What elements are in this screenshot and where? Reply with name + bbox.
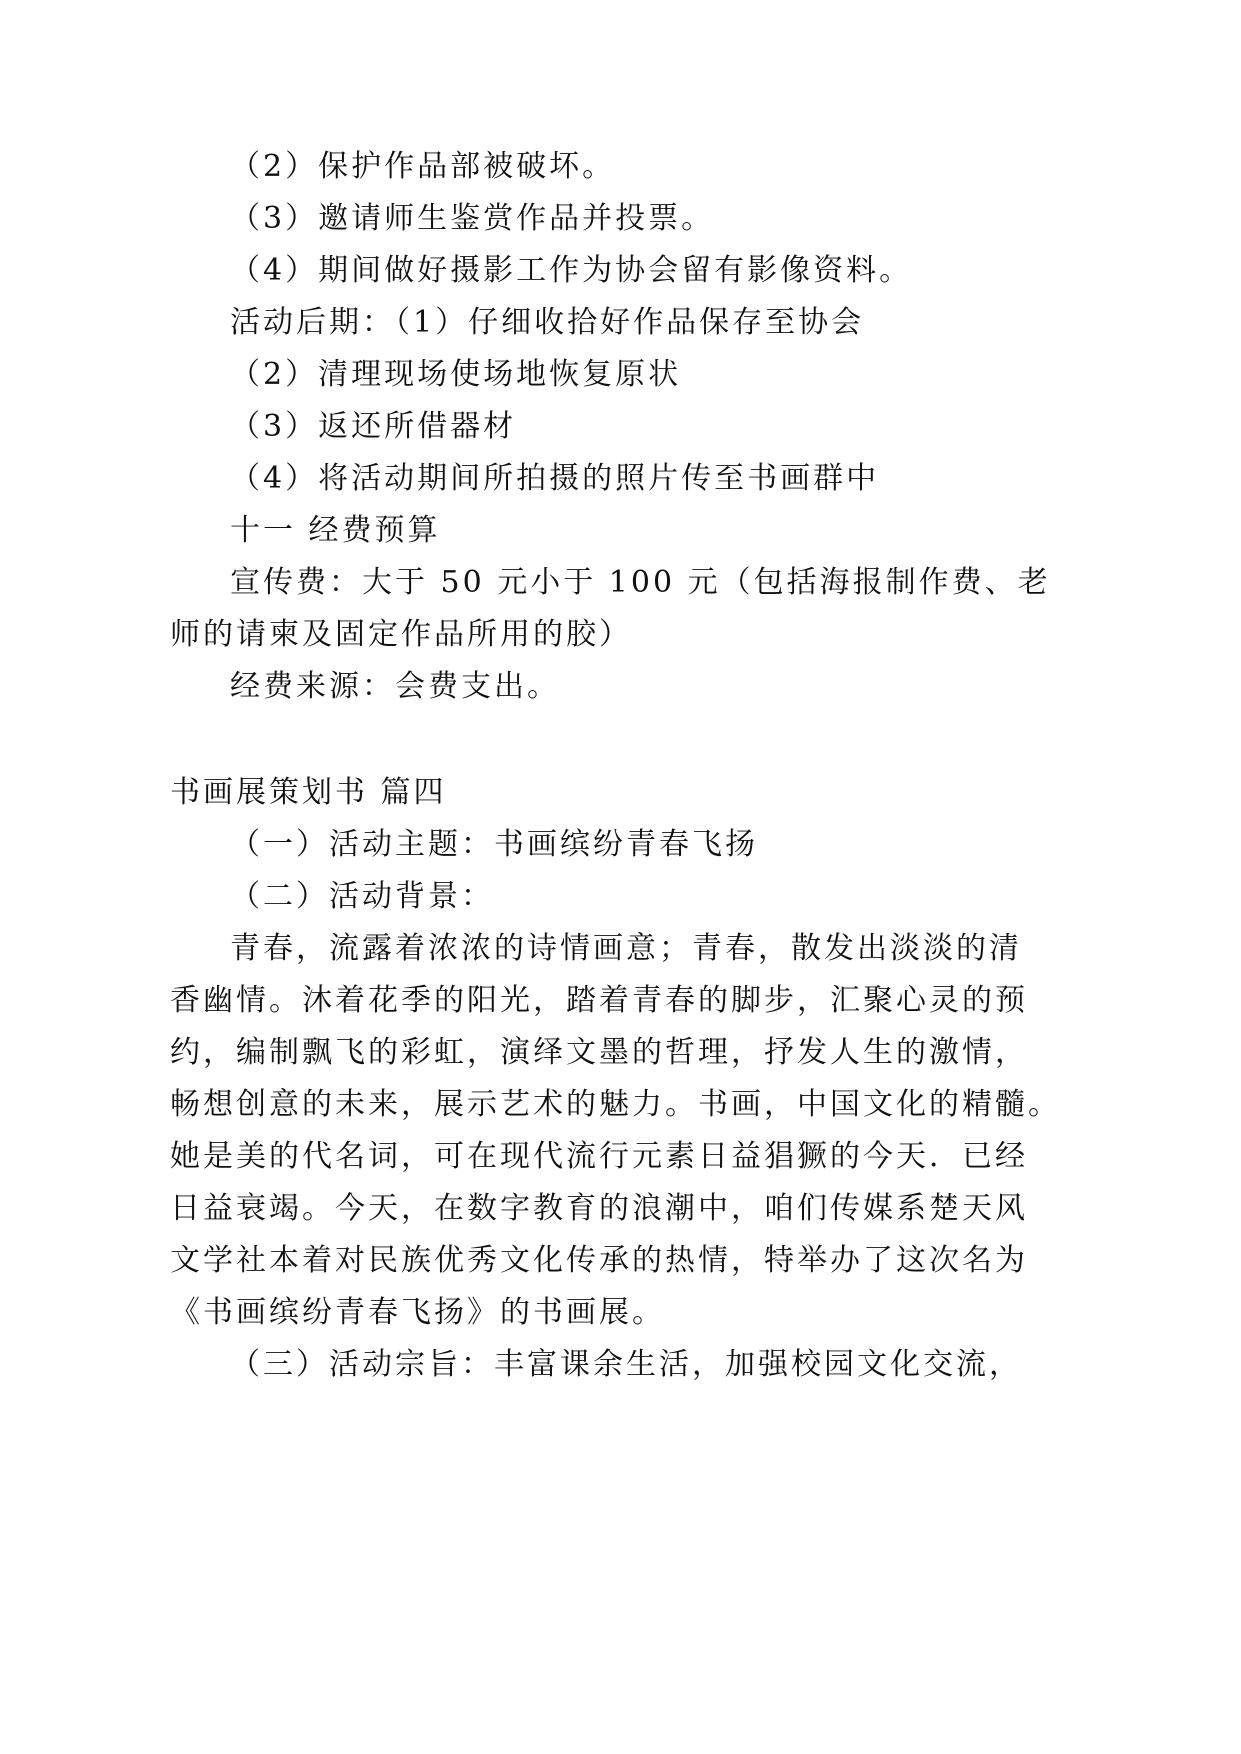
- text-line: 《书画缤纷青春飞扬》的书画展。: [170, 1295, 665, 1330]
- text-line: （二）活动背景：: [230, 879, 494, 914]
- text-line: （一）活动主题：书画缤纷青春飞扬: [230, 827, 758, 862]
- text-line: 畅想创意的未来，展示艺术的魅力。书画，中国文化的精髓。: [170, 1087, 1061, 1122]
- text-line: 青春，流露着浓浓的诗情画意；青春，散发出淡淡的清: [230, 931, 1022, 966]
- text-line: （4）将活动期间所拍摄的照片传至书画群中: [230, 461, 880, 496]
- section-title: 书画展策划书 篇四: [170, 775, 447, 810]
- text-line: 文学社本着对民族优秀文化传承的热情，特举办了这次名为: [170, 1243, 1028, 1278]
- text-line: （3）邀请师生鉴赏作品并投票。: [230, 201, 715, 236]
- text-line: 约，编制飘飞的彩虹，演绎文墨的哲理，抒发人生的激情，: [170, 1035, 1028, 1070]
- text-line: 她是美的代名词，可在现代流行元素日益猖獗的今天．已经: [170, 1139, 1028, 1174]
- text-line: （3）返还所借器材: [230, 409, 517, 444]
- text-line: 宣传费：大于 50 元小于 100 元（包括海报制作费、老: [230, 565, 1051, 600]
- text-line: （4）期间做好摄影工作为协会留有影像资料。: [230, 253, 913, 288]
- section-heading-budget: 十一 经费预算: [230, 513, 441, 548]
- text-line: （三）活动宗旨：丰富课余生活，加强校园文化交流，: [230, 1347, 1022, 1382]
- text-line: 师的请柬及固定作品所用的胶）: [170, 617, 632, 652]
- text-line: （2）清理现场使场地恢复原状: [230, 357, 682, 392]
- text-line: （2）保护作品部被破坏。: [230, 149, 616, 184]
- text-line: 经费来源：会费支出。: [230, 669, 560, 704]
- text-line: 日益衰竭。今天，在数字教育的浪潮中，咱们传媒系楚天风: [170, 1191, 1028, 1226]
- text-line: 香幽情。沐着花季的阳光，踏着青春的脚步，汇聚心灵的预: [170, 983, 1028, 1018]
- text-line: 活动后期：（1）仔细收拾好作品保存至协会: [230, 305, 865, 340]
